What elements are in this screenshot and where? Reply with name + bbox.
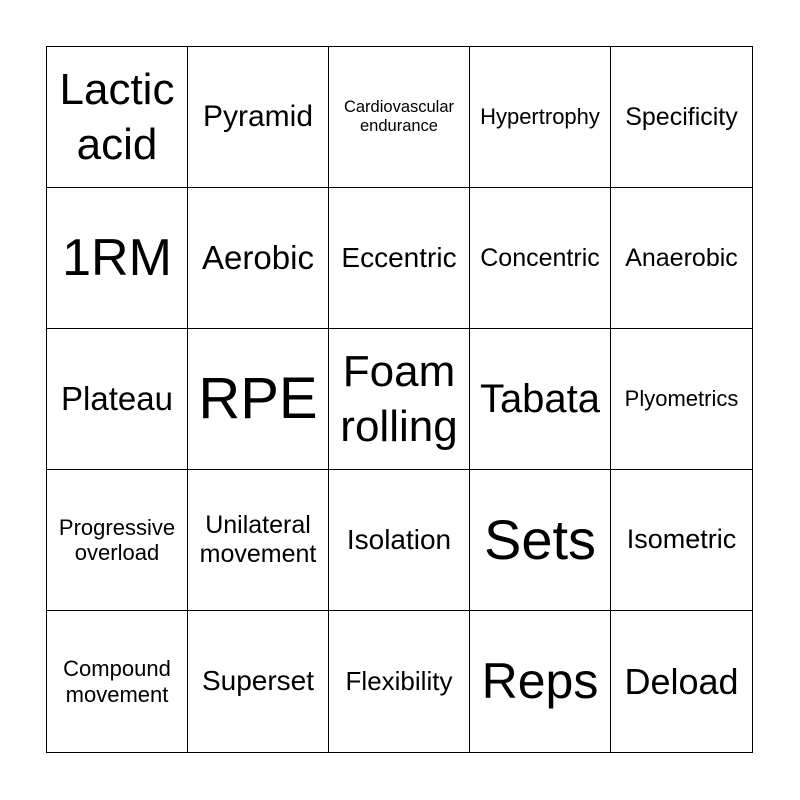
bingo-cell[interactable] (329, 329, 470, 470)
bingo-cell[interactable] (47, 47, 188, 188)
cell-label: Reps (481, 653, 599, 710)
bingo-cell[interactable] (611, 611, 752, 752)
cell-label: Aerobic (202, 239, 314, 277)
bingo-cell[interactable] (470, 611, 611, 752)
bingo-cell[interactable] (188, 188, 329, 329)
cell-label: Tabata (479, 377, 601, 421)
bingo-cell[interactable] (329, 47, 470, 188)
bingo-cell[interactable] (47, 611, 188, 752)
cell-label: Unilateral movement (199, 511, 317, 568)
bingo-cell[interactable] (47, 329, 188, 470)
cell-label: Foam rolling (340, 347, 458, 451)
cell-label: Deload (624, 660, 739, 702)
cell-label: Sets (483, 507, 597, 571)
bingo-cell[interactable] (188, 470, 329, 611)
cell-label: Plyometrics (624, 386, 739, 412)
bingo-cell[interactable] (329, 470, 470, 611)
bingo-cell[interactable] (188, 47, 329, 188)
cell-label: Isometric (626, 524, 737, 555)
cell-label: Hypertrophy (480, 104, 600, 130)
cell-label: Pyramid (202, 99, 314, 133)
bingo-cell[interactable] (611, 329, 752, 470)
bingo-cell[interactable] (329, 611, 470, 752)
cell-label: Compound movement (63, 656, 171, 707)
bingo-cell[interactable] (611, 470, 752, 611)
cell-label: Isolation (346, 523, 452, 555)
cell-label: Anaerobic (625, 243, 738, 272)
bingo-cell[interactable] (329, 188, 470, 329)
cell-label: Cardiovascular endurance (343, 98, 455, 135)
bingo-cell[interactable] (470, 329, 611, 470)
bingo-cell[interactable] (470, 47, 611, 188)
cell-label: 1RM (62, 228, 172, 287)
bingo-cell[interactable] (470, 470, 611, 611)
bingo-cell[interactable] (47, 470, 188, 611)
cell-label: Eccentric (341, 241, 457, 273)
cell-label: RPE (198, 365, 318, 431)
cell-label: Plateau (61, 380, 173, 418)
cell-label: Superset (201, 665, 315, 697)
bingo-cell[interactable] (47, 188, 188, 329)
cell-label: Lactic acid (59, 65, 175, 169)
bingo-cell[interactable] (188, 329, 329, 470)
bingo-cell[interactable] (611, 188, 752, 329)
bingo-cell[interactable] (611, 47, 752, 188)
cell-label: Progressive overload (58, 514, 176, 565)
bingo-card-grid (46, 46, 753, 753)
bingo-cell[interactable] (188, 611, 329, 752)
cell-label: Concentric (480, 243, 600, 272)
cell-label: Flexibility (345, 665, 453, 696)
bingo-cell[interactable] (470, 188, 611, 329)
cell-label: Specificity (625, 102, 738, 131)
